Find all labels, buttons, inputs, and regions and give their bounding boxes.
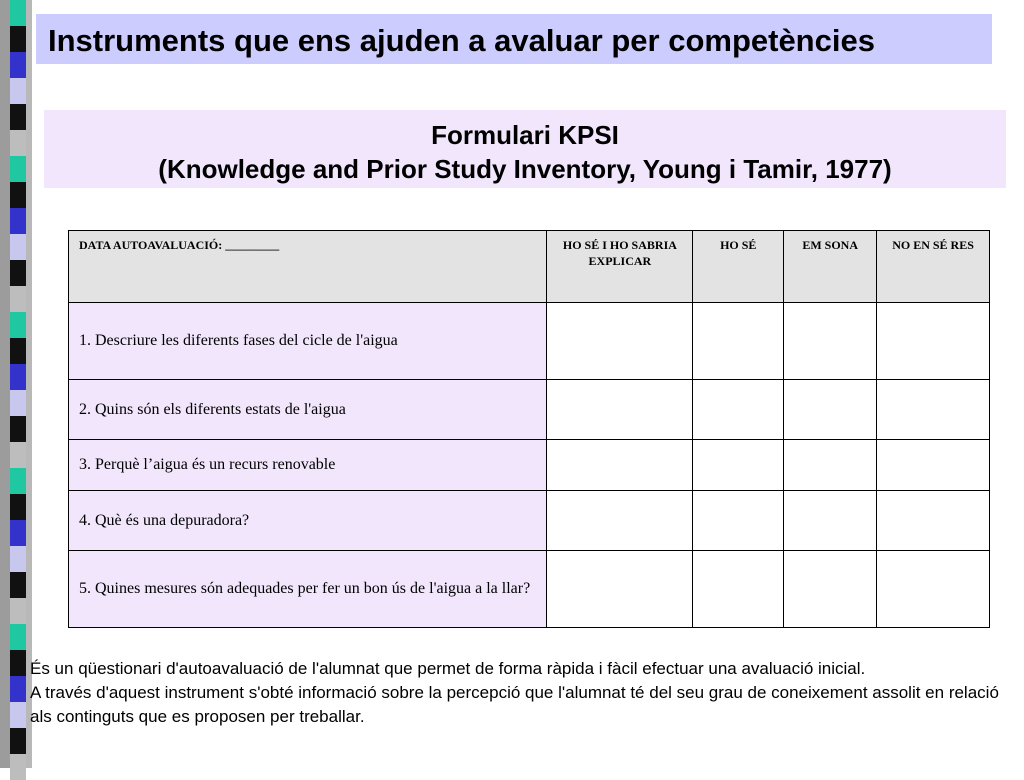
question-4: 4. Què és una depuradora? bbox=[69, 491, 547, 551]
question-3: 3. Perquè l’aigua és un recurs renovable bbox=[69, 440, 547, 491]
description-line-2: A través d'aquest instrument s'obté informació sobre la percepció que l'alumnat té del seu grau de coneixement assolit en relació als continguts que es proposen per treballar. bbox=[30, 683, 999, 726]
table-row bbox=[69, 491, 990, 551]
answer-cell[interactable] bbox=[877, 440, 990, 491]
answer-cell[interactable] bbox=[693, 303, 784, 380]
stripe-segment bbox=[10, 260, 26, 286]
answer-cell[interactable] bbox=[784, 551, 877, 628]
description-line-1: És un qüestionari d'autoavaluació de l'alumnat que permet de forma ràpida i fàcil efectuar una avaluació inicial. bbox=[30, 659, 866, 678]
stripe-outer-band bbox=[0, 0, 10, 768]
stripe-segment bbox=[10, 624, 26, 650]
stripe-segment bbox=[10, 702, 26, 728]
decorative-side-stripe bbox=[0, 0, 34, 768]
stripe-segment bbox=[10, 364, 26, 390]
stripe-segment bbox=[10, 104, 26, 130]
answer-cell[interactable] bbox=[784, 380, 877, 440]
answer-cell[interactable] bbox=[693, 551, 784, 628]
page-title: Instruments que ens ajuden a avaluar per competències bbox=[48, 23, 875, 58]
header-know-explain: HO SÉ I HO SABRIA EXPLICAR bbox=[547, 231, 693, 303]
answer-cell[interactable] bbox=[784, 303, 877, 380]
stripe-segment bbox=[10, 728, 26, 754]
header-know-nothing: NO EN SÉ RES bbox=[877, 231, 990, 303]
subtitle-line-2: (Knowledge and Prior Study Inventory, Young i Tamir, 1977) bbox=[158, 154, 892, 184]
kpsi-table bbox=[68, 230, 990, 628]
table-header-row bbox=[69, 231, 990, 303]
answer-cell[interactable] bbox=[547, 551, 693, 628]
stripe-segment bbox=[10, 676, 26, 702]
stripe-segment bbox=[10, 234, 26, 260]
subtitle-line-1: Formulari KPSI bbox=[431, 120, 619, 150]
stripe-segment bbox=[10, 312, 26, 338]
answer-cell[interactable] bbox=[877, 551, 990, 628]
answer-cell[interactable] bbox=[693, 491, 784, 551]
answer-cell[interactable] bbox=[693, 440, 784, 491]
stripe-segment bbox=[10, 468, 26, 494]
answer-cell[interactable] bbox=[547, 303, 693, 380]
stripe-segment bbox=[10, 650, 26, 676]
answer-cell[interactable] bbox=[547, 440, 693, 491]
answer-cell[interactable] bbox=[547, 491, 693, 551]
question-2: 2. Quins són els diferents estats de l'aigua bbox=[69, 380, 547, 440]
question-5: 5. Quines mesures són adequades per fer un bon ús de l'aigua a la llar? bbox=[69, 551, 547, 628]
answer-cell[interactable] bbox=[877, 303, 990, 380]
stripe-segment bbox=[10, 286, 26, 312]
stripe-segment bbox=[10, 26, 26, 52]
stripe-segment bbox=[10, 0, 26, 26]
stripe-segment bbox=[10, 416, 26, 442]
table-row bbox=[69, 551, 990, 628]
answer-cell[interactable] bbox=[784, 491, 877, 551]
header-date: DATA AUTOAVALUACIÓ: _________ bbox=[69, 231, 547, 303]
stripe-segment bbox=[10, 390, 26, 416]
stripe-segment bbox=[10, 182, 26, 208]
stripe-segment bbox=[10, 546, 26, 572]
stripe-segment bbox=[10, 442, 26, 468]
stripe-segment bbox=[10, 78, 26, 104]
answer-cell[interactable] bbox=[877, 491, 990, 551]
stripe-inner-band bbox=[26, 0, 32, 768]
stripe-segment bbox=[10, 156, 26, 182]
header-know: HO SÉ bbox=[693, 231, 784, 303]
question-1: 1. Descriure les diferents fases del cicle de l'aigua bbox=[69, 303, 547, 380]
title-bar bbox=[36, 14, 992, 64]
answer-cell[interactable] bbox=[784, 440, 877, 491]
header-sounds-familiar: EM SONA bbox=[784, 231, 877, 303]
stripe-segment bbox=[10, 494, 26, 520]
table-row bbox=[69, 303, 990, 380]
stripe-segment bbox=[10, 208, 26, 234]
stripe-segment bbox=[10, 520, 26, 546]
answer-cell[interactable] bbox=[877, 380, 990, 440]
table-row bbox=[69, 440, 990, 491]
stripe-segment bbox=[10, 572, 26, 598]
stripe-segment bbox=[10, 598, 26, 624]
description bbox=[30, 657, 1020, 729]
table-row bbox=[69, 380, 990, 440]
stripe-segment bbox=[10, 130, 26, 156]
subtitle-box bbox=[44, 110, 1006, 188]
stripe-segment bbox=[10, 338, 26, 364]
stripe-segment bbox=[10, 754, 26, 780]
answer-cell[interactable] bbox=[693, 380, 784, 440]
answer-cell[interactable] bbox=[547, 380, 693, 440]
stripe-segment bbox=[10, 52, 26, 78]
